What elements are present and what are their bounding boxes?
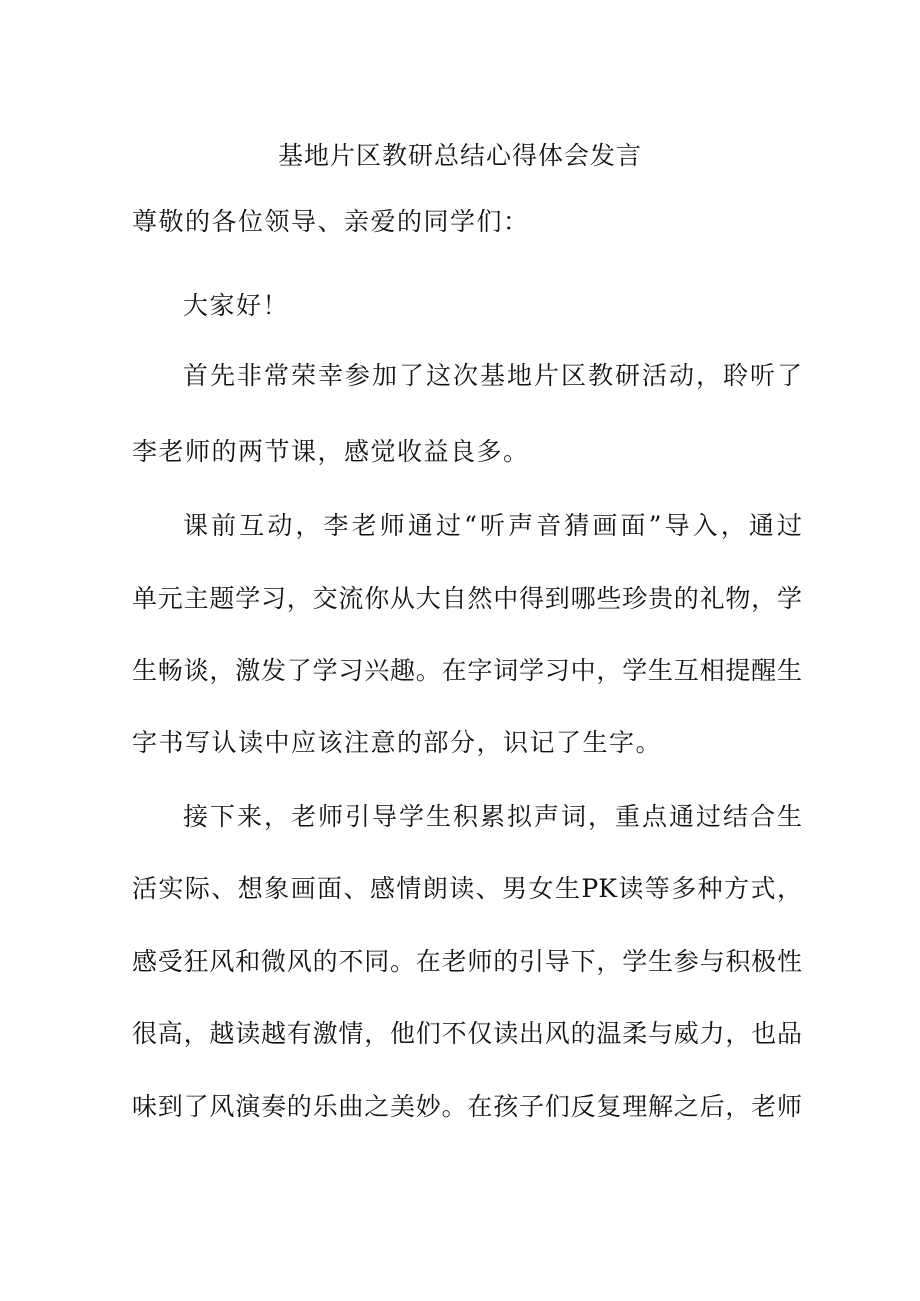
body-line: 味到了风演奏的乐曲之美妙。在孩子们反复理解之后，老师 <box>132 1092 802 1121</box>
body-line: 单元主题学习，交流你从大自然中得到哪些珍贵的礼物，学 <box>132 584 802 613</box>
body-line: 很高，越读越有激情，他们不仅读出风的温柔与威力，也品 <box>132 1019 802 1048</box>
body-line: 感受狂风和微风的不同。在老师的引导下，学生参与积极性 <box>132 947 802 976</box>
body-line: 字书写认读中应该注意的部分，识记了生字。 <box>132 728 663 757</box>
body-line: 活实际、想象画面、感情朗读、男女生PK读等多种方式， <box>132 874 802 903</box>
body-line: 李老师的两节课，感觉收益良多。 <box>132 437 530 466</box>
body-line: 接下来，老师引导学生积累拟声词，重点通过结合生 <box>183 802 802 831</box>
body-line: 生畅谈，激发了学习兴趣。在字词学习中，学生互相提醒生 <box>132 656 802 685</box>
document-title: 基地片区教研总结心得体会发言 <box>277 141 642 170</box>
body-line: 课前互动，李老师通过“听声音猜画面”导入，通过 <box>183 511 802 540</box>
body-line: 首先非常荣幸参加了这次基地片区教研活动，聆听了 <box>183 361 802 390</box>
salutation-line: 尊敬的各位领导、亲爱的同学们： <box>132 207 530 236</box>
greeting-line: 大家好！ <box>183 291 290 320</box>
